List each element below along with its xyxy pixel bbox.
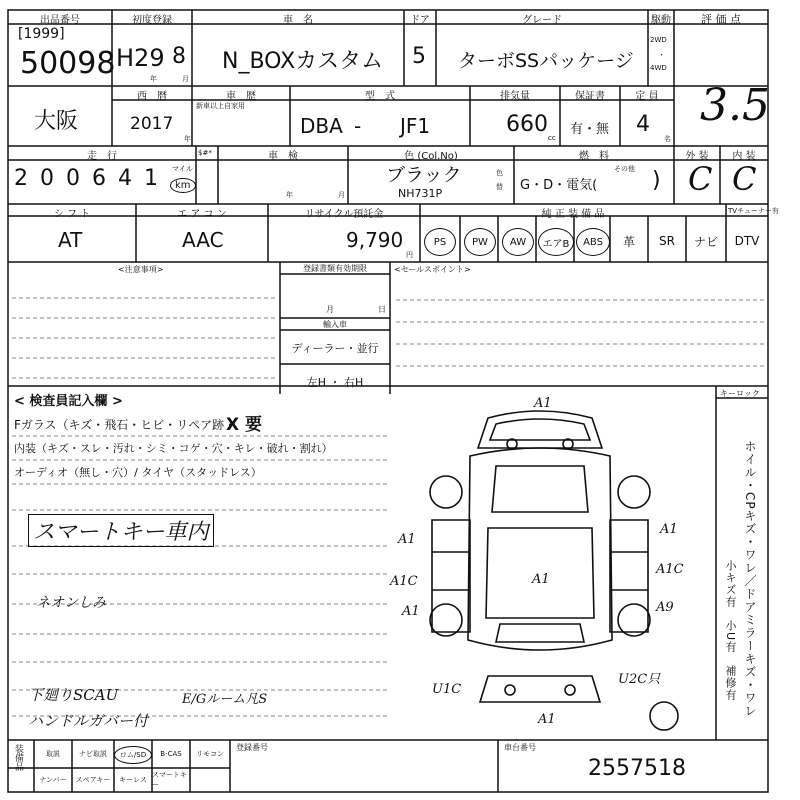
shaken-year-unit: 年: [286, 191, 293, 199]
fuel-options: G・D・電気(: [520, 178, 598, 193]
mileage-digits: [14, 166, 158, 191]
registration-expiry-label: 登録書類有効期限: [303, 264, 367, 273]
handle-label: 左H ・ 右H: [306, 376, 364, 389]
rating-score: 3.5: [700, 80, 770, 131]
tv-tuner-label: TVチューナー有: [728, 207, 779, 215]
footer-keyless: キーレス: [119, 776, 147, 784]
drive-4wd: 4WD: [650, 64, 667, 72]
lot-number: 50098: [20, 46, 116, 81]
model-label: 型 式: [365, 91, 395, 102]
first-registration-label: 初度登録: [132, 15, 172, 26]
equip-pw: PW: [464, 228, 496, 256]
equip-leather: 革: [622, 234, 635, 249]
mileage-digit: 0: [66, 166, 80, 191]
grade-label: グレード: [522, 15, 562, 26]
inspector-title: < 検査員記入欄 >: [14, 394, 123, 409]
color-code: NH731P: [398, 187, 443, 200]
mark-right-mid: A1C: [656, 562, 684, 577]
shaken-month-unit: 月: [338, 191, 345, 199]
mark-bottom-rear: A1: [538, 712, 556, 727]
equip-navi: ナビ: [693, 234, 718, 249]
equipment-vertical-label: 装備品: [13, 744, 23, 771]
location: 大阪: [34, 109, 79, 134]
warranty-value: 有・無: [570, 122, 610, 137]
equip-aw: AW: [502, 228, 534, 256]
footer-bcas: B-CAS: [160, 750, 182, 758]
model-prefix: DBA: [300, 114, 343, 138]
year-unit-2: 年: [184, 135, 191, 143]
damage-legend: 小キズ有 小U有 補修有: [724, 560, 737, 702]
mileage-digit: 4: [118, 166, 132, 191]
reg-month: 8: [172, 44, 186, 69]
recycle-label: リサイクル預託金: [304, 209, 384, 220]
displacement-label: 排気量: [500, 91, 530, 102]
displacement: 660: [506, 112, 548, 137]
mileage-digit: 6: [92, 166, 106, 191]
capacity-unit: 名: [664, 135, 671, 143]
auction-number: [1999]: [18, 26, 65, 42]
aircon-value: AAC: [182, 228, 224, 252]
model-code: JF1: [400, 114, 431, 138]
reg-month-label: 月: [326, 305, 334, 314]
dealer-label: ディーラー・並行: [291, 342, 379, 355]
wheel-mirror-legend: ホイル・CPキズ・ワレ／ドアミラーキズ・ワレ: [743, 440, 757, 718]
equipment-label: 純 正 装 備 品: [541, 209, 605, 220]
recycle-amount: 9,790: [346, 228, 404, 252]
equip-ps: PS: [424, 228, 456, 256]
drive-dot: ・: [658, 51, 665, 59]
equip-dtv: DTV: [734, 234, 760, 248]
mileage-digit: 1: [144, 166, 158, 191]
equip-abs: ABS: [576, 228, 610, 256]
rating-label: 評 価 点: [701, 13, 741, 26]
model-dash: -: [354, 114, 362, 138]
caution-label: <注意事項>: [118, 265, 164, 274]
yen-unit: 円: [406, 251, 413, 259]
interior-grade: C: [732, 160, 757, 198]
interior-line: 内装（キズ・スレ・汚れ・シミ・コゲ・穴・キレ・破れ・割れ）: [14, 442, 333, 455]
reg-day-label: 日: [378, 305, 386, 314]
color-label: 色 (Col.No): [404, 151, 458, 162]
interior-label: 内 装: [732, 151, 756, 162]
sharp-label: $#*: [198, 149, 212, 157]
history-label: 車 歴: [226, 91, 256, 102]
capacity-label: 定 員: [635, 91, 659, 102]
handwritten-note-4: ハンドルガバー付: [28, 712, 149, 730]
mileage-digit: 2: [14, 166, 28, 191]
fuel-label: 燃 料: [579, 151, 609, 162]
door-label: ドア: [410, 15, 430, 26]
mark-left-mid: A1C: [390, 574, 418, 589]
month-unit: 月: [182, 75, 189, 83]
mark-bottom-right: U2C只: [618, 672, 661, 687]
footer-manual: 取説: [46, 750, 60, 758]
color-change-label: 色替: [496, 169, 503, 191]
year-unit: 年: [150, 75, 157, 83]
shaken-label: 車 検: [268, 151, 298, 162]
exterior-label: 外 装: [685, 151, 709, 162]
registration-number-label: 登録番号: [236, 743, 268, 752]
mark-bottom-left: U1C: [432, 682, 462, 697]
fuel-close: ): [652, 168, 661, 193]
handwritten-note-1: ネオンしみ: [36, 595, 106, 611]
mark-right-rear: A9: [656, 600, 674, 615]
history-note: 新車以上自家用: [196, 102, 245, 110]
mile-label: マイル: [172, 165, 193, 173]
mark-roof: A1: [532, 572, 550, 587]
import-label: 輸入車: [323, 320, 347, 329]
keylock-label: キーロック: [720, 389, 760, 398]
drive-label: 駆動: [651, 15, 671, 26]
handwritten-note-3: E/Gルーム凡S: [182, 692, 268, 707]
windshield-mark: X 要: [226, 415, 263, 435]
color-name: ブラック: [386, 164, 462, 186]
chassis-number: 2557518: [588, 756, 686, 781]
mileage-digit: 0: [40, 166, 54, 191]
western-year: 2017: [130, 114, 174, 134]
footer-plate: ナンバー: [39, 776, 67, 784]
audio-tire-line: オーディオ（無し・穴）/ タイヤ（スタッドレス）: [14, 466, 262, 479]
mileage-label: 走 行: [87, 151, 117, 162]
car-name-label: 車 名: [283, 15, 313, 26]
mark-top-front: A1: [534, 396, 552, 411]
footer-remote: リモコン: [196, 750, 224, 758]
cc-unit: cc: [548, 134, 556, 142]
era-year: H29: [116, 44, 165, 72]
equip-sunroof: SR: [659, 234, 675, 248]
handwritten-note-2: 下廻りSCAU: [28, 686, 119, 704]
footer-spare-key: スペアキー: [75, 776, 111, 784]
fuel-other: その他: [614, 165, 635, 173]
western-year-label: 西 暦: [137, 91, 167, 102]
aircon-label: エ ア コ ン: [177, 209, 227, 220]
lot-number-label: 出品番号: [40, 15, 80, 26]
windshield-line: Fガラス（キズ・飛石・ヒビ・リペア跡・: [14, 418, 237, 432]
km-label: km: [170, 178, 196, 193]
footer-rom-sd: ロム/SD: [114, 746, 152, 764]
drive-2wd: 2WD: [650, 36, 667, 44]
smart-key-note: スマートキー車内: [28, 514, 214, 547]
sales-point-label: <セールスポイント>: [394, 265, 471, 274]
footer-navi-manual: ナビ取説: [79, 750, 107, 758]
warranty-label: 保証書: [575, 91, 605, 102]
footer-smart-key: スマートキー: [152, 771, 187, 789]
car-name: N_BOXカスタム: [222, 49, 384, 74]
mark-left-front: A1: [398, 532, 416, 547]
equip-airbag: エアB: [538, 228, 574, 256]
mark-right-front: A1: [660, 522, 678, 537]
grade-value: ターボSSパッケージ: [458, 50, 634, 72]
shift-label: シ フ ト: [53, 209, 91, 220]
shift-value: AT: [58, 228, 83, 252]
exterior-grade: C: [688, 160, 713, 198]
chassis-number-label: 車台番号: [504, 743, 536, 752]
door-count: 5: [412, 44, 426, 69]
capacity: 4: [636, 112, 650, 137]
mark-left-rear: A1: [402, 604, 420, 619]
